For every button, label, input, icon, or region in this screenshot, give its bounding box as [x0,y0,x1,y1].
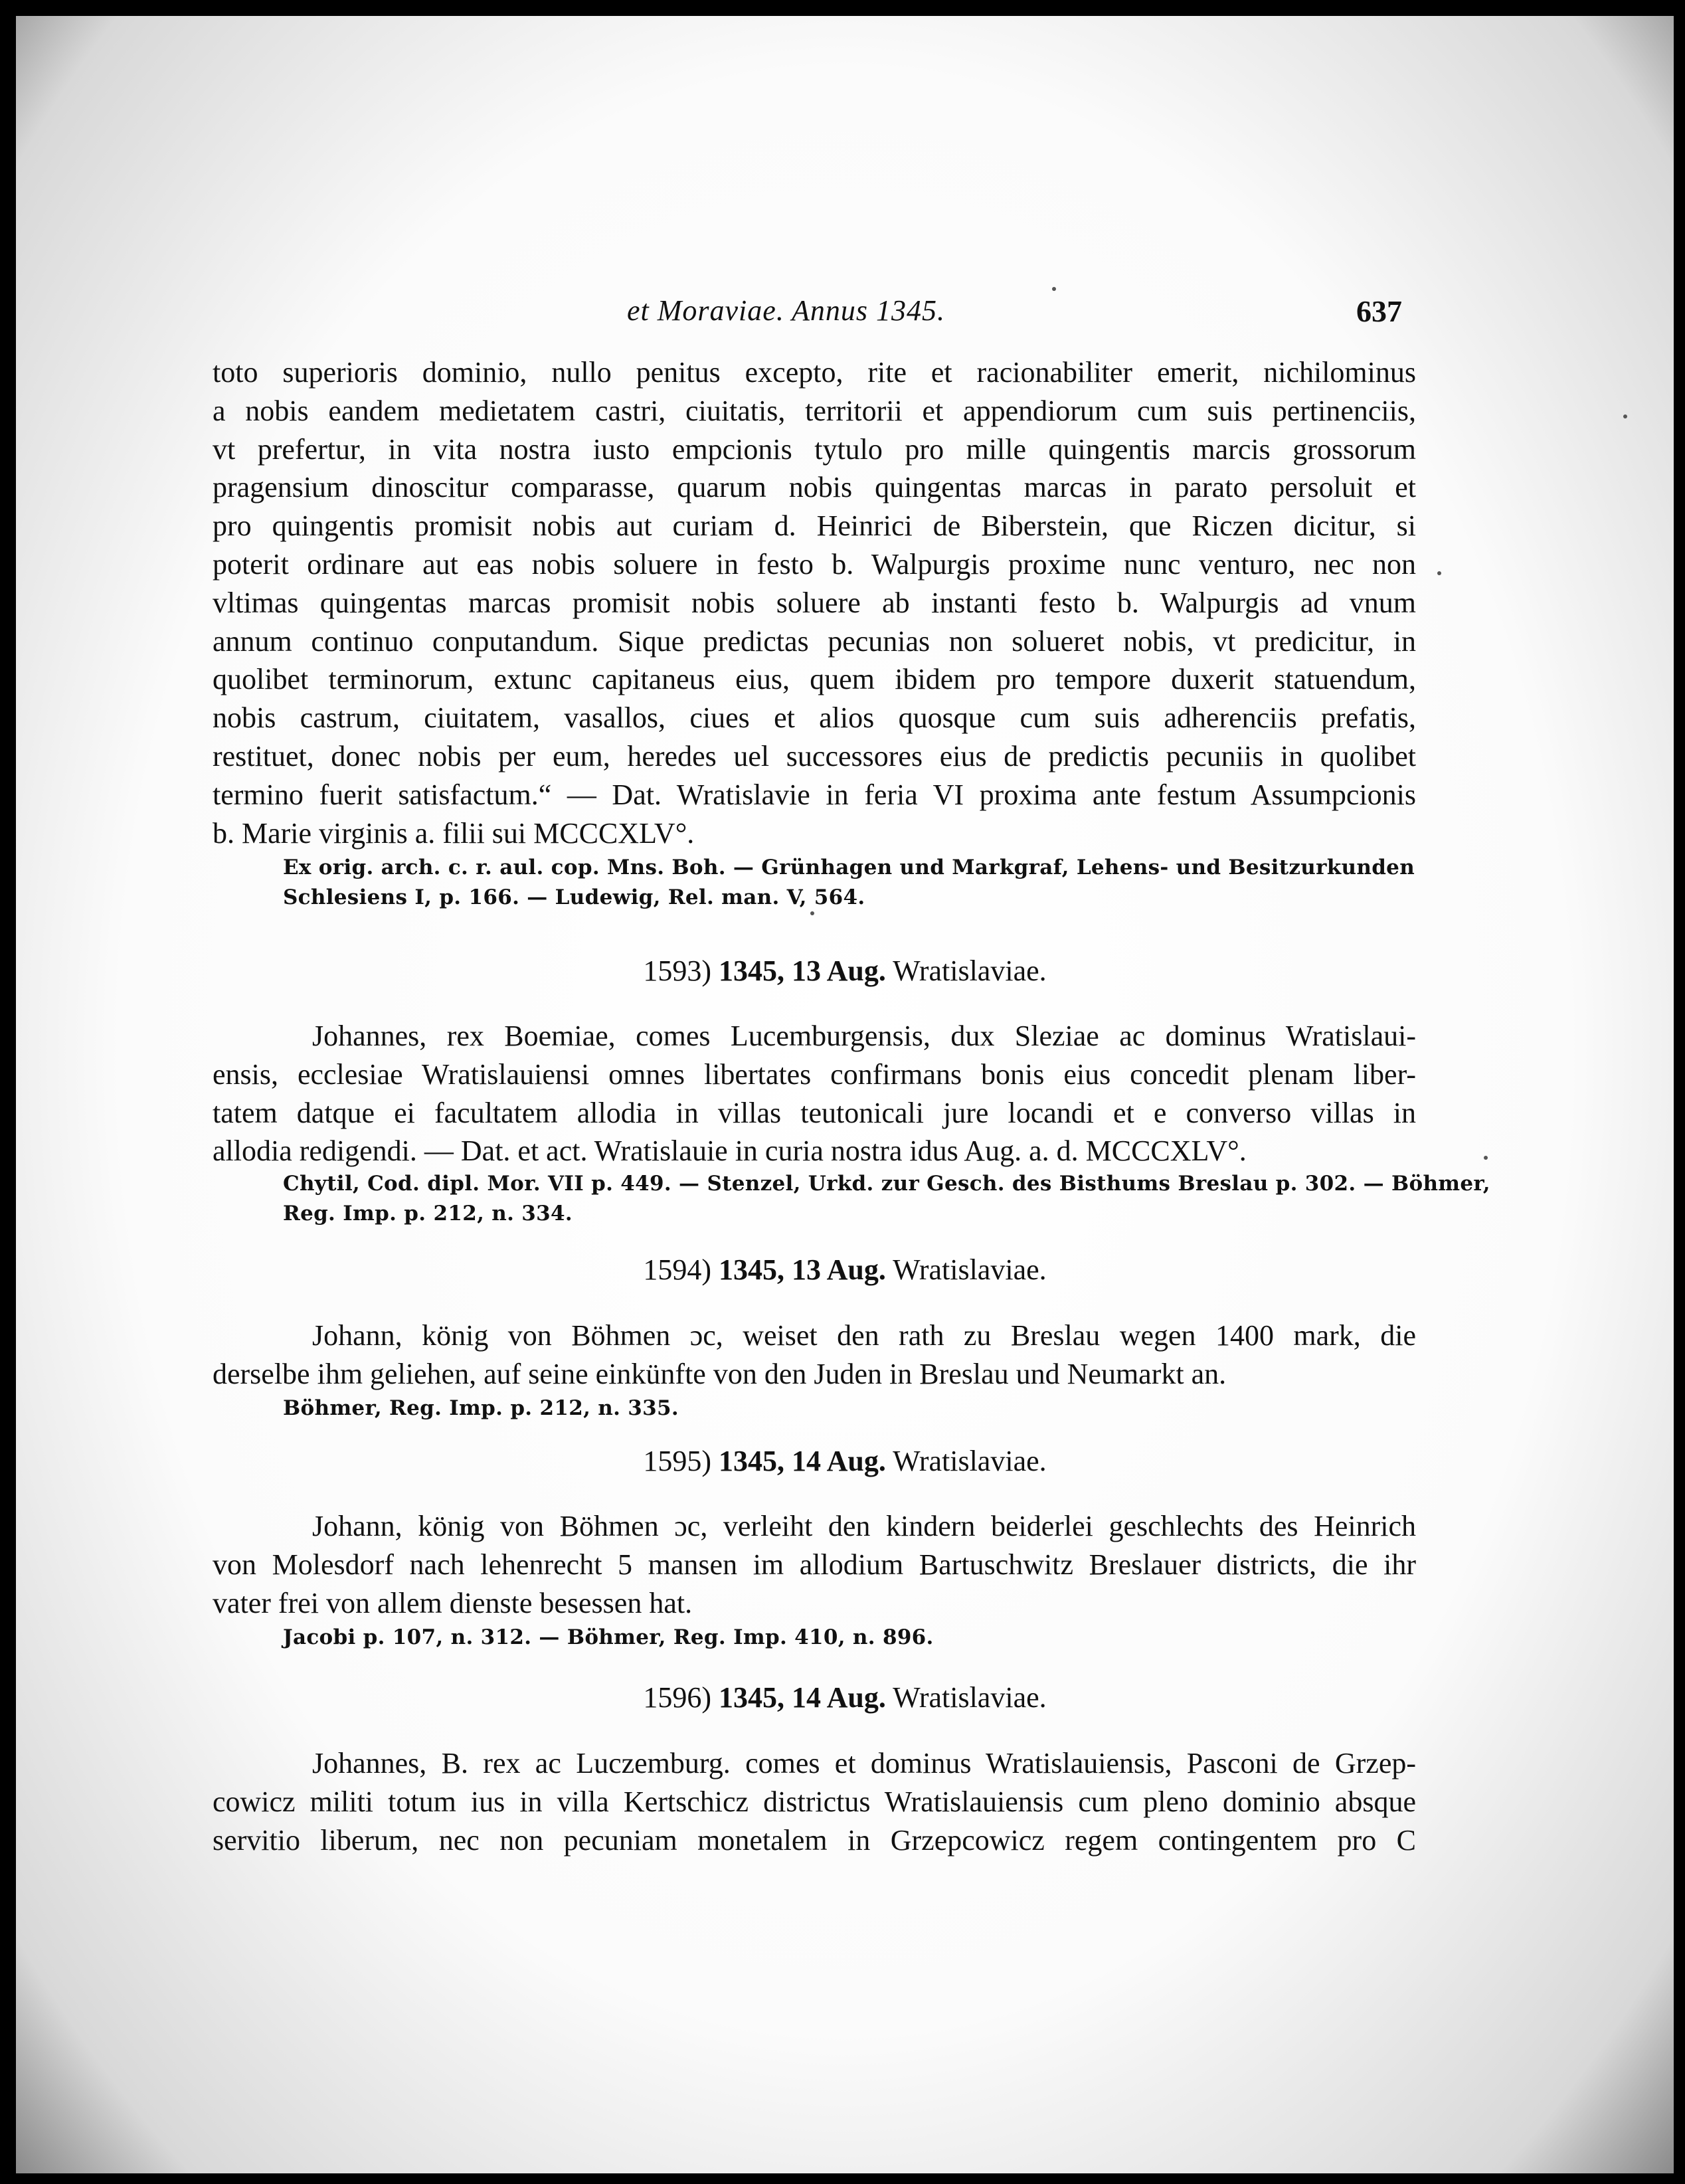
scan-speck [1052,287,1056,291]
scan-speck [1437,571,1441,575]
continuation-paragraph [213,353,1416,852]
entry-text-1594 [213,1317,1416,1394]
source-citation [283,1394,1415,1423]
entry-place: Wratislaviae. [893,1445,1047,1477]
text-line: servitio liberum, nec non pecuniam monetalem in Grzepcowicz regem contingentem pro C [213,1823,1416,1857]
source-citation [283,853,1415,913]
entry-heading-1593 [16,954,1674,988]
source-citation [283,1169,1490,1229]
entry-date: 1345, 14 Aug. [719,1445,886,1477]
entry-number: 1593) [643,955,712,987]
document-page [16,16,1674,2173]
text-line: cowicz militi totum ius in villa Kertschicz districtus Wratislauiensis cum pleno dominio absque [213,1785,1416,1818]
entry-number: 1595) [643,1445,712,1477]
entry-place: Wratislaviae. [893,955,1047,987]
text-line: ensis, ecclesiae Wratislauiensi omnes libertates confirmans bonis eius concedit plenam liber- [213,1057,1416,1091]
text-line: restituet, donec nobis per eum, heredes uel successores eius de predictis pecuniis in quolibet [213,739,1416,773]
scan-speck [810,911,814,915]
page-number: 637 [1356,294,1402,328]
citation-line: Reg. Imp. p. 212, n. 334. [283,1202,573,1226]
entry-heading-1594 [16,1253,1674,1287]
entry-date: 1345, 13 Aug. [719,955,886,987]
text-line: von Molesdorf nach lehenrecht 5 mansen im allodium Bartuschwitz Breslauer districts, die ihr [213,1548,1416,1581]
entry-number: 1596) [643,1681,712,1714]
text-line: poterit ordinare aut eas nobis soluere in festo b. Walpurgis proxime nunc venturo, nec non [213,547,1416,581]
citation-line: Schlesiens I, p. 166. — Ludewig, Rel. man. V, 564. [283,885,865,909]
entry-text-1596 [213,1744,1416,1859]
text-line: Johann, könig von Böhmen ɔc, weiset den rath zu Breslau wegen 1400 mark, die [312,1319,1416,1352]
citation-line: Böhmer, Reg. Imp. p. 212, n. 335. [283,1396,679,1420]
text-line: a nobis eandem medietatem castri, ciuitatis, territorii et appendiorum cum suis pertinenciis, [213,394,1416,427]
text-line: toto superioris dominio, nullo penitus excepto, rite et racionabiliter emerit, nichilominus [213,356,1416,389]
scan-speck [1484,1156,1488,1160]
entry-text-1593 [213,1017,1416,1170]
text-line: vt prefertur, in vita nostra iusto empcionis tytulo pro mille quingentis marcis grossorum [213,432,1416,466]
text-line: nobis castrum, ciuitatem, vasallos, ciues et alios quosque cum suis adherenciis prefatis, [213,701,1416,735]
text-line: quolibet terminorum, extunc capitaneus eius, quem ibidem pro tempore duxerit statuendum, [213,663,1416,696]
entry-date: 1345, 14 Aug. [719,1681,886,1714]
entry-text-1595 [213,1507,1416,1622]
citation-line: Ex orig. arch. c. r. aul. cop. Mns. Boh. — Grünhagen und Markgraf, Lehens- und Besitzurkunden [283,856,1415,879]
running-title: et Moraviae. Annus 1345. [627,294,946,327]
citation-line: Jacobi p. 107, n. 312. — Böhmer, Reg. Imp. 410, n. 896. [283,1625,934,1649]
page-header [16,294,1674,333]
text-line: allodia redigendi. — Dat. et act. Wratislauie in curia nostra idus Aug. a. d. MCCCXLV°. [213,1135,1247,1168]
text-line: pro quingentis promisit nobis aut curiam d. Heinrici de Biberstein, que Riczen dicitur, si [213,509,1416,543]
entry-heading-1595 [16,1444,1674,1478]
entry-place: Wratislaviae. [893,1681,1047,1714]
text-line: pragensium dinoscitur comparasse, quarum nobis quingentas marcas in parato persoluit et [213,471,1416,504]
text-line: derselbe ihm geliehen, auf seine einkünfte von den Juden in Breslau und Neumarkt an. [213,1357,1227,1390]
entry-number: 1594) [643,1253,712,1286]
text-line: annum continuo conputandum. Sique predictas pecunias non solueret nobis, vt predicitur, in [213,624,1416,658]
entry-place: Wratislaviae. [893,1253,1047,1286]
entry-heading-1596 [16,1681,1674,1714]
text-line: Johann, könig von Böhmen ɔc, verleiht den kindern beiderlei geschlechts des Heinrich [312,1510,1416,1542]
text-line: Johannes, B. rex ac Luczemburg. comes et dominus Wratislauiensis, Pasconi de Grzep- [312,1747,1416,1779]
entry-date: 1345, 13 Aug. [719,1253,886,1286]
text-line: vater frei von allem dienste besessen hat. [213,1586,693,1619]
citation-line: Chytil, Cod. dipl. Mor. VII p. 449. — Stenzel, Urkd. zur Gesch. des Bisthums Breslau p. 302. — Böhmer, [283,1172,1490,1196]
text-line: Johannes, rex Boemiae, comes Lucemburgensis, dux Sleziae ac dominus Wratislaui- [312,1020,1416,1052]
text-line: tatem datque ei facultatem allodia in villas teutonicali jure locandi et e converso villas in [213,1096,1416,1129]
text-line: b. Marie virginis a. filii sui MCCCXLV°. [213,816,695,850]
scan-speck [1623,414,1627,418]
text-line: vltimas quingentas marcas promisit nobis soluere ab instanti festo b. Walpurgis ad vnum [213,586,1416,619]
text-line: termino fuerit satisfactum.“ — Dat. Wratislavie in feria VI proxima ante festum Assumpcionis [213,778,1416,811]
source-citation [283,1623,1415,1653]
